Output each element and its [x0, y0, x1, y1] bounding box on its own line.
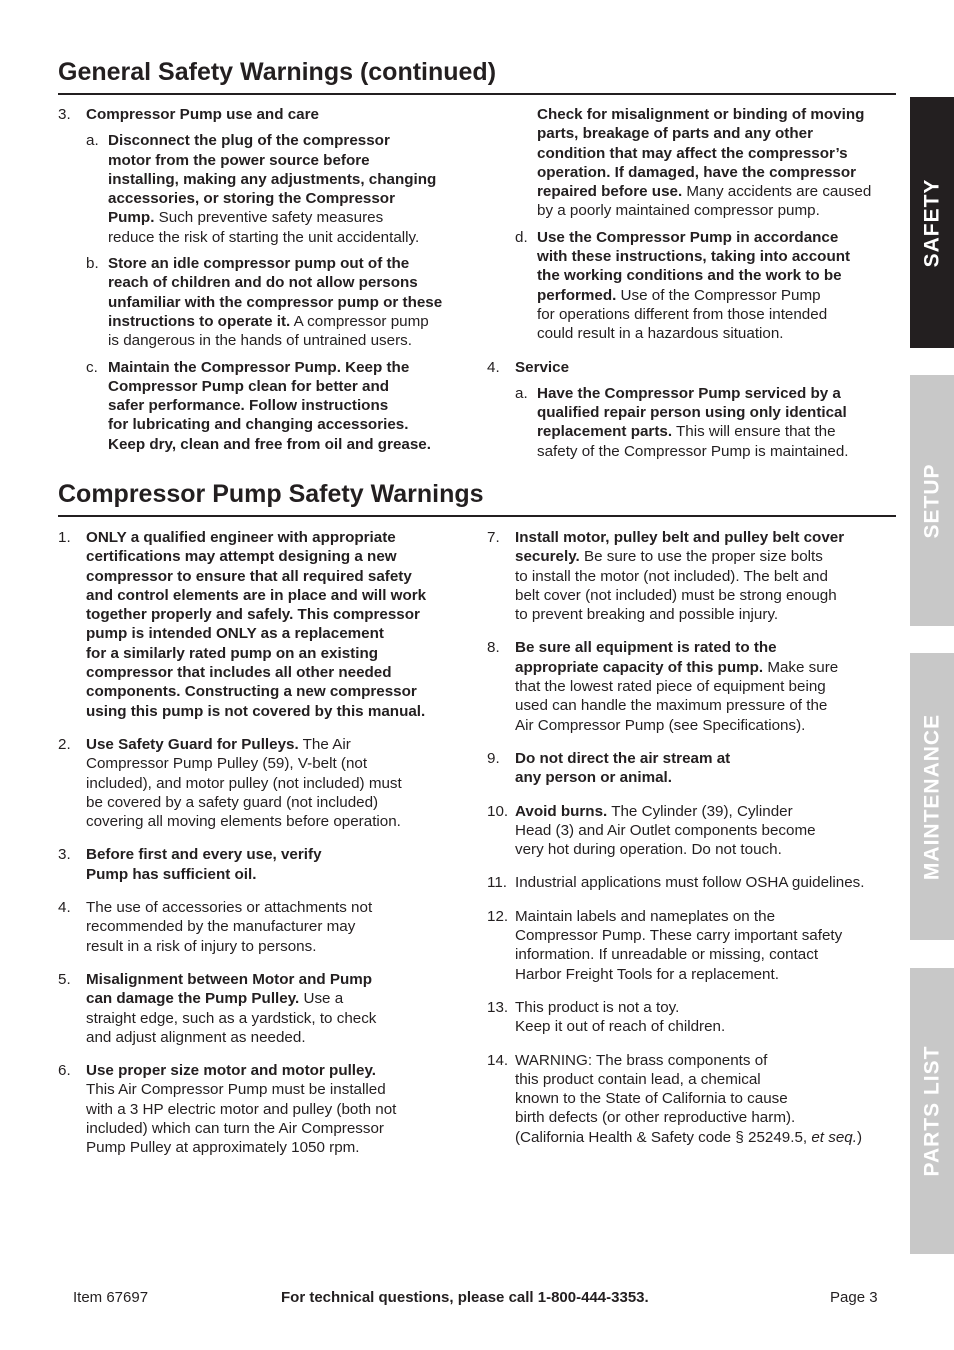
text-line: be covered by a safety guard (not included)	[86, 793, 379, 811]
tab-label: MAINTENANCE	[920, 713, 944, 880]
text-line	[108, 208, 478, 227]
normal-run: The Air	[298, 735, 351, 753]
sub-item-3c	[86, 358, 478, 454]
sub-item-3c-continued	[515, 105, 902, 221]
item-number: 7.	[487, 529, 500, 546]
text-line: Use the Compressor Pump in accordance	[537, 228, 839, 246]
text-line: Install motor, pulley belt and pulley belt cover	[515, 529, 845, 546]
text-line: for a similarly rated pump on an existing	[86, 644, 379, 662]
list-item-14	[487, 1051, 902, 1147]
text-line: reduce the risk of starting the unit accidentally.	[108, 228, 420, 246]
bold-run: Use Safety Guard for Pulleys.	[86, 735, 299, 753]
text-line: parts, breakage of parts and any other	[537, 125, 813, 143]
text-line: installing, making any adjustments, changing	[108, 170, 437, 188]
text-line: known to the State of California to cause	[515, 1090, 788, 1108]
sub-letter: c.	[86, 358, 98, 376]
text-line: Harbor Freight Tools for a replacement.	[515, 965, 779, 983]
tab-setup[interactable]	[910, 375, 954, 626]
text-line: WARNING: The brass components of	[515, 1051, 768, 1069]
text-line: Pump has sufficient oil.	[86, 865, 257, 883]
text-line: recommended by the manufacturer may	[86, 918, 356, 936]
tab-maintenance[interactable]	[910, 653, 954, 940]
item-number: 4.	[487, 358, 500, 376]
list-item-10	[487, 802, 902, 860]
normal-run: Use a	[299, 990, 344, 1008]
text-line: to install the motor (not included). The belt and	[515, 567, 828, 585]
text-line: Head (3) and Air Outlet components become	[515, 821, 816, 839]
text-line: that the lowest rated piece of equipment being	[515, 678, 826, 696]
italic-run: et seq.	[811, 1128, 857, 1146]
item-number: 8.	[487, 639, 500, 657]
list-item-12	[487, 907, 902, 984]
text-line	[515, 658, 902, 677]
text-line: included), and motor pulley (not included) must	[86, 774, 402, 792]
bold-run: Avoid burns.	[515, 802, 608, 820]
text-line: with these instructions, taking into account	[537, 248, 851, 266]
text-line: Keep it out of reach of children.	[515, 1018, 726, 1036]
list-item-1	[58, 528, 478, 721]
normal-run: (California Health & Safety code § 25249.5,	[515, 1128, 812, 1146]
text-line: used can handle the maximum pressure of the	[515, 697, 828, 715]
list-item-11	[487, 873, 902, 892]
text-line: pump is intended ONLY as a replacement	[86, 625, 384, 643]
section-title-general-safety: General Safety Warnings (continued)	[58, 58, 497, 86]
text-line: Air Compressor Pump (see Specifications).	[515, 716, 806, 734]
text-line: and control elements are in place and will work	[86, 586, 427, 604]
text-line: together properly and safely. This compressor	[86, 606, 420, 624]
text-line: Maintain the Compressor Pump. Keep the	[108, 358, 410, 376]
section-title-compressor-pump-safety: Compressor Pump Safety Warnings	[58, 480, 484, 508]
list-item-4	[58, 898, 478, 956]
text-line	[108, 312, 478, 331]
section1-left-column	[58, 105, 478, 454]
tab-label: SAFETY	[920, 178, 944, 267]
text-line: Compressor Pump. These carry important safety	[515, 927, 843, 945]
item-number: 5.	[58, 970, 71, 988]
text-line: Be sure all equipment is rated to the	[515, 639, 777, 657]
text-line: for lubricating and changing accessories.	[108, 416, 409, 434]
sub-letter: d.	[515, 228, 528, 246]
text-line: for operations different from those intended	[537, 305, 828, 323]
text-line: Have the Compressor Pump serviced by a	[537, 384, 841, 402]
text-line: certifications may attempt designing a new	[86, 548, 397, 566]
text-line: safety of the Compressor Pump is maintained.	[537, 442, 849, 460]
text-line	[537, 422, 902, 441]
item-number: 2.	[58, 735, 71, 753]
text-line: any person or animal.	[515, 769, 672, 787]
item-number: 14.	[487, 1051, 509, 1069]
text-line: using this pump is not covered by this manual.	[86, 702, 426, 720]
text-line: belt cover (not included) must be strong enough	[515, 586, 837, 604]
text-line: the working conditions and the work to be	[537, 267, 842, 285]
list-item-9	[487, 749, 902, 788]
section2-right-column	[487, 528, 902, 1147]
text-line: accessories, or storing the Compressor	[108, 190, 395, 208]
text-line: ONLY a qualified engineer with appropriate	[86, 529, 396, 546]
text-line: Industrial applications must follow OSHA guidelines.	[515, 874, 865, 892]
text-line: to prevent breaking and possible injury.	[515, 606, 779, 624]
footer-tech-support: For technical questions, please call 1-800-444-3353.	[281, 1289, 649, 1306]
bold-run: instructions to operate it.	[108, 312, 291, 330]
item-number: 1.	[58, 529, 71, 546]
text-line: Do not direct the air stream at	[515, 749, 731, 767]
list-item-4	[487, 358, 902, 377]
list-item-5	[58, 970, 478, 1047]
item-number: 12.	[487, 907, 509, 925]
text-line	[86, 989, 478, 1008]
normal-run: Use of the Compressor Pump	[616, 286, 821, 304]
bold-run: Pump.	[108, 209, 155, 227]
text-line: Compressor Pump Pulley (59), V-belt (not	[86, 755, 368, 773]
text-line: safer performance. Follow instructions	[108, 397, 389, 415]
normal-run: Such preventive safety measures	[154, 209, 384, 227]
text-line: motor from the power source before	[108, 151, 370, 169]
bold-run: performed.	[537, 286, 617, 304]
sub-item-3a	[86, 131, 478, 247]
list-item-8	[487, 638, 902, 734]
footer-item-number: Item 67697	[73, 1289, 149, 1306]
text-line: This product is not a toy.	[515, 998, 680, 1016]
section2-left-column	[58, 528, 478, 1158]
sub-letter: b.	[86, 255, 99, 273]
text-line: and adjust alignment as needed.	[86, 1028, 306, 1046]
bold-run: appropriate capacity of this pump.	[515, 658, 764, 676]
sub-item-3d	[515, 228, 902, 344]
item-number: 13.	[487, 998, 509, 1016]
text-line: Check for misalignment or binding of moving	[537, 106, 865, 123]
item-title: Service	[515, 358, 570, 376]
normal-run: Many accidents are caused	[682, 183, 872, 201]
text-line: Misalignment between Motor and Pump	[86, 970, 373, 988]
text-line	[515, 547, 902, 566]
text-line: components. Constructing a new compressor	[86, 683, 417, 701]
normal-run: This will ensure that the	[672, 423, 836, 441]
sub-item-4a	[515, 384, 902, 461]
text-line	[537, 286, 902, 305]
text-line: operation. If damaged, have the compressor	[537, 163, 857, 181]
list-item-13	[487, 998, 902, 1037]
item-number: 3.	[58, 106, 71, 123]
text-line	[86, 735, 478, 754]
list-item-7	[487, 528, 902, 624]
tab-label: PARTS LIST	[920, 1045, 944, 1177]
sub-letter: a.	[515, 384, 528, 402]
item-title: Compressor Pump use and care	[86, 106, 319, 123]
item-number: 11.	[487, 874, 507, 892]
item-number: 4.	[58, 899, 71, 917]
text-line	[515, 802, 902, 821]
text-line: condition that may affect the compressor’s	[537, 144, 848, 162]
item-number: 3.	[58, 846, 71, 864]
bold-run: can damage the Pump Pulley.	[86, 990, 300, 1008]
text-line: information. If unreadable or missing, contact	[515, 946, 819, 964]
text-line: unfamiliar with the compressor pump or these	[108, 293, 443, 311]
list-item-3	[58, 845, 478, 884]
section1-right-column	[487, 105, 902, 461]
item-number: 10.	[487, 802, 509, 820]
text-line: could result in a hazardous situation.	[537, 325, 784, 343]
text-line: birth defects (or other reproductive harm).	[515, 1109, 796, 1127]
text-line: This Air Compressor Pump must be installed	[86, 1081, 386, 1099]
list-item-3	[58, 105, 478, 124]
text-line: straight edge, such as a yardstick, to check	[86, 1009, 377, 1027]
text-line: included) which can turn the Air Compressor	[86, 1120, 384, 1138]
normal-run: Make sure	[763, 658, 839, 676]
tab-label: SETUP	[920, 462, 944, 539]
text-line: covering all moving elements before operation.	[86, 813, 401, 831]
text-line: with a 3 HP electric motor and pulley (both not	[86, 1100, 397, 1118]
sub-item-3b	[86, 254, 478, 350]
sub-letter: a.	[86, 132, 99, 150]
normal-run: The Cylinder (39), Cylinder	[607, 802, 793, 820]
normal-run: Be sure to use the proper size bolts	[579, 548, 823, 566]
text-line: Disconnect the plug of the compressor	[108, 132, 390, 150]
text-line	[515, 1128, 902, 1147]
text-line	[537, 182, 902, 201]
text-line: by a poorly maintained compressor pump.	[537, 202, 820, 220]
text-line: compressor to ensure that all required safety	[86, 567, 412, 585]
section-rule	[58, 93, 896, 95]
text-line: is dangerous in the hands of untrained users.	[108, 332, 412, 350]
text-line: Store an idle compressor pump out of the	[108, 255, 410, 273]
list-item-2	[58, 735, 478, 831]
text-line: qualified repair person using only identical	[537, 404, 847, 422]
text-line: Use proper size motor and motor pulley.	[86, 1062, 377, 1080]
text-line: result in a risk of injury to persons.	[86, 937, 317, 955]
bold-run: replacement parts.	[537, 423, 673, 441]
tab-parts-list[interactable]	[910, 968, 954, 1254]
text-line: reach of children and do not allow persons	[108, 274, 418, 292]
normal-run: )	[856, 1128, 862, 1146]
normal-run: A compressor pump	[290, 312, 429, 330]
text-line: this product contain lead, a chemical	[515, 1070, 761, 1088]
text-line: The use of accessories or attachments not	[86, 899, 373, 917]
footer-page-number: Page 3	[830, 1289, 878, 1306]
text-line: Maintain labels and nameplates on the	[515, 907, 776, 925]
text-line: compressor that includes all other needed	[86, 664, 392, 682]
text-line: Compressor Pump clean for better and	[108, 377, 390, 395]
text-line: very hot during operation. Do not touch.	[515, 841, 782, 859]
item-number: 6.	[58, 1062, 71, 1080]
text-line: Pump Pulley at approximately 1050 rpm.	[86, 1139, 360, 1157]
text-line: Keep dry, clean and free from oil and grease.	[108, 435, 431, 453]
item-number: 9.	[487, 749, 500, 767]
bold-run: securely.	[515, 548, 580, 566]
section-rule	[58, 515, 896, 517]
list-item-6	[58, 1061, 478, 1157]
bold-run: repaired before use.	[537, 183, 683, 201]
text-line: Before first and every use, verify	[86, 846, 322, 864]
tab-safety[interactable]	[910, 97, 954, 348]
